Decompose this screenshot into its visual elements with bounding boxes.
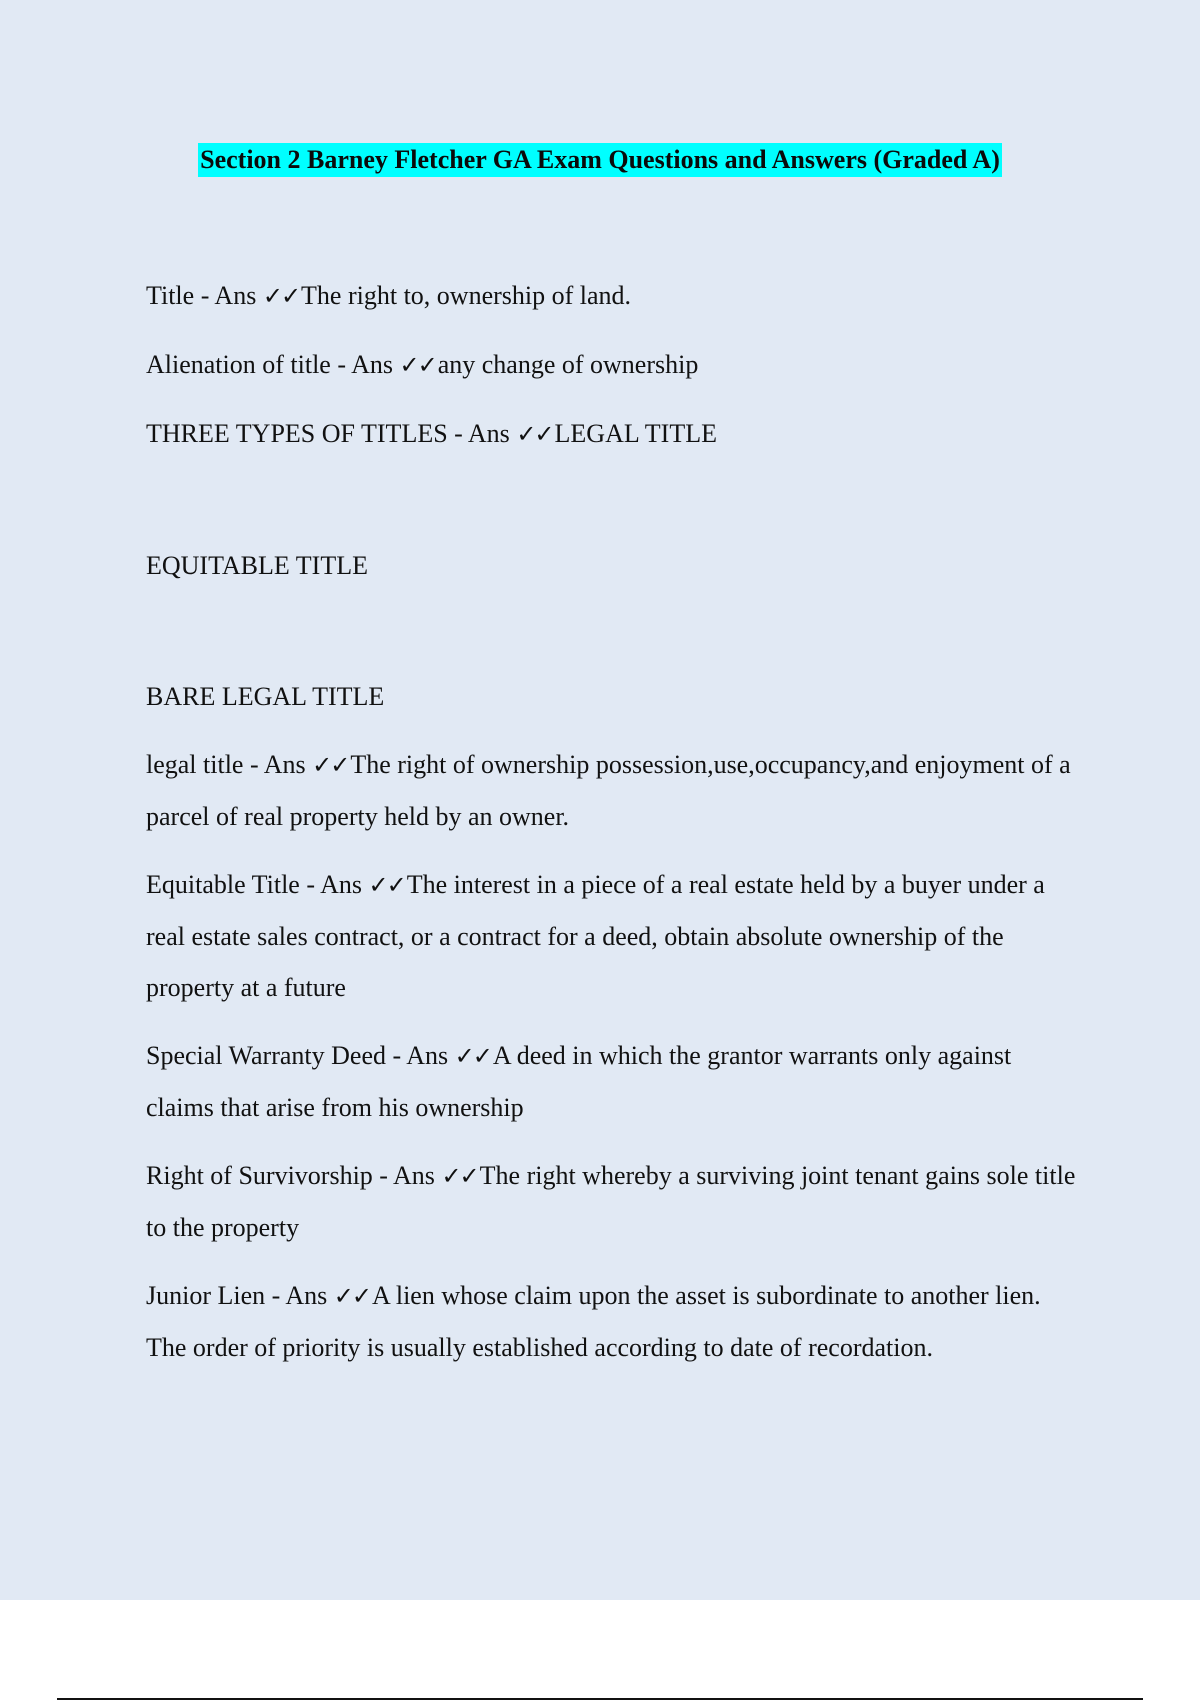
qa-term: legal title	[146, 750, 244, 779]
answer-prefix: Ans	[285, 1281, 328, 1310]
qa-term: Alienation of title	[146, 350, 331, 379]
check-icon: ✓✓	[368, 871, 405, 899]
answer-prefix: Ans	[351, 350, 393, 379]
answer-prefix: Ans	[263, 750, 306, 779]
qa-entry-alienation: Alienation of title - Ans ✓✓any change of ownership	[146, 350, 699, 379]
answer-prefix: Ans	[406, 1041, 449, 1070]
qa-answer: A deed in which the grantor warrants only against claims that arise from his ownership	[146, 1041, 1012, 1122]
check-icon: ✓✓	[262, 282, 300, 310]
check-icon: ✓✓	[454, 1042, 491, 1070]
qa-answer: The interest in a piece of a real estate held by a buyer under a real estate sales contract, or a contract for a deed, obtain absolute ownership of the property at a future	[146, 870, 1045, 1002]
answer-prefix: Ans	[214, 281, 257, 310]
qa-entry-title: Title - Ans ✓✓The right to, ownership of land.	[146, 281, 632, 310]
qa-answer: LEGAL TITLE	[554, 419, 717, 448]
qa-answer: The right to, ownership of land.	[301, 281, 632, 310]
title-wrapper	[0, 143, 1200, 177]
check-icon: ✓✓	[516, 420, 553, 448]
qa-answer: The right of ownership possession,use,occupancy,and enjoyment of a parcel of real property held by an owner.	[146, 750, 1071, 831]
check-icon: ✓✓	[333, 1282, 371, 1310]
check-icon: ✓✓	[441, 1162, 478, 1190]
qa-answer: A lien whose claim upon the asset is subordinate to another lien. The order of priority is usually established according to date of recordation.	[146, 1281, 1041, 1362]
qa-entry-special-warranty-deed: Special Warranty Deed - Ans ✓✓A deed in which the grantor warrants only against claims that arise from his ownership	[146, 1041, 1012, 1122]
answer-prefix: Ans	[320, 870, 362, 899]
qa-answer: BARE LEGAL TITLE	[146, 682, 385, 711]
qa-continuation-equitable	[146, 540, 1076, 591]
answer-prefix: Ans	[393, 1161, 435, 1190]
qa-term: Special Warranty Deed	[146, 1041, 386, 1070]
qa-answer: The right whereby a surviving joint tenant gains sole title to the property	[146, 1161, 1076, 1242]
qa-term: Equitable Title	[146, 870, 300, 899]
qa-list	[146, 270, 1076, 1390]
qa-entry-equitable-title: Equitable Title - Ans ✓✓The interest in a piece of a real estate held by a buyer under a real estate sales contract, or a contract for a deed, obtain absolute ownership of the property at a future	[146, 870, 1045, 1002]
qa-entry-three-types: THREE TYPES OF TITLES - Ans ✓✓LEGAL TITLE	[146, 419, 717, 448]
answer-prefix: Ans	[467, 419, 510, 448]
qa-entry-legal-title: legal title - Ans ✓✓The right of ownership possession,use,occupancy,and enjoyment of a parcel of real property held by an owner.	[146, 750, 1071, 831]
qa-entry-right-of-survivorship: Right of Survivorship - Ans ✓✓The right whereby a surviving joint tenant gains sole title to the property	[146, 1161, 1076, 1242]
check-icon: ✓✓	[399, 351, 436, 379]
qa-term: THREE TYPES OF TITLES	[146, 419, 448, 448]
qa-answer: EQUITABLE TITLE	[146, 551, 368, 580]
qa-entry-junior-lien: Junior Lien - Ans ✓✓A lien whose claim upon the asset is subordinate to another lien. The order of priority is usually established according to date of recordation.	[146, 1281, 1041, 1362]
qa-term: Title	[146, 281, 195, 310]
check-icon: ✓✓	[312, 751, 349, 779]
qa-term: Junior Lien	[146, 1281, 266, 1310]
qa-continuation-bare-legal	[146, 671, 1076, 722]
document-title: Section 2 Barney Fletcher GA Exam Questions and Answers (Graded A)	[198, 143, 1002, 177]
qa-answer: any change of ownership	[437, 350, 699, 379]
qa-term: Right of Survivorship	[146, 1161, 373, 1190]
